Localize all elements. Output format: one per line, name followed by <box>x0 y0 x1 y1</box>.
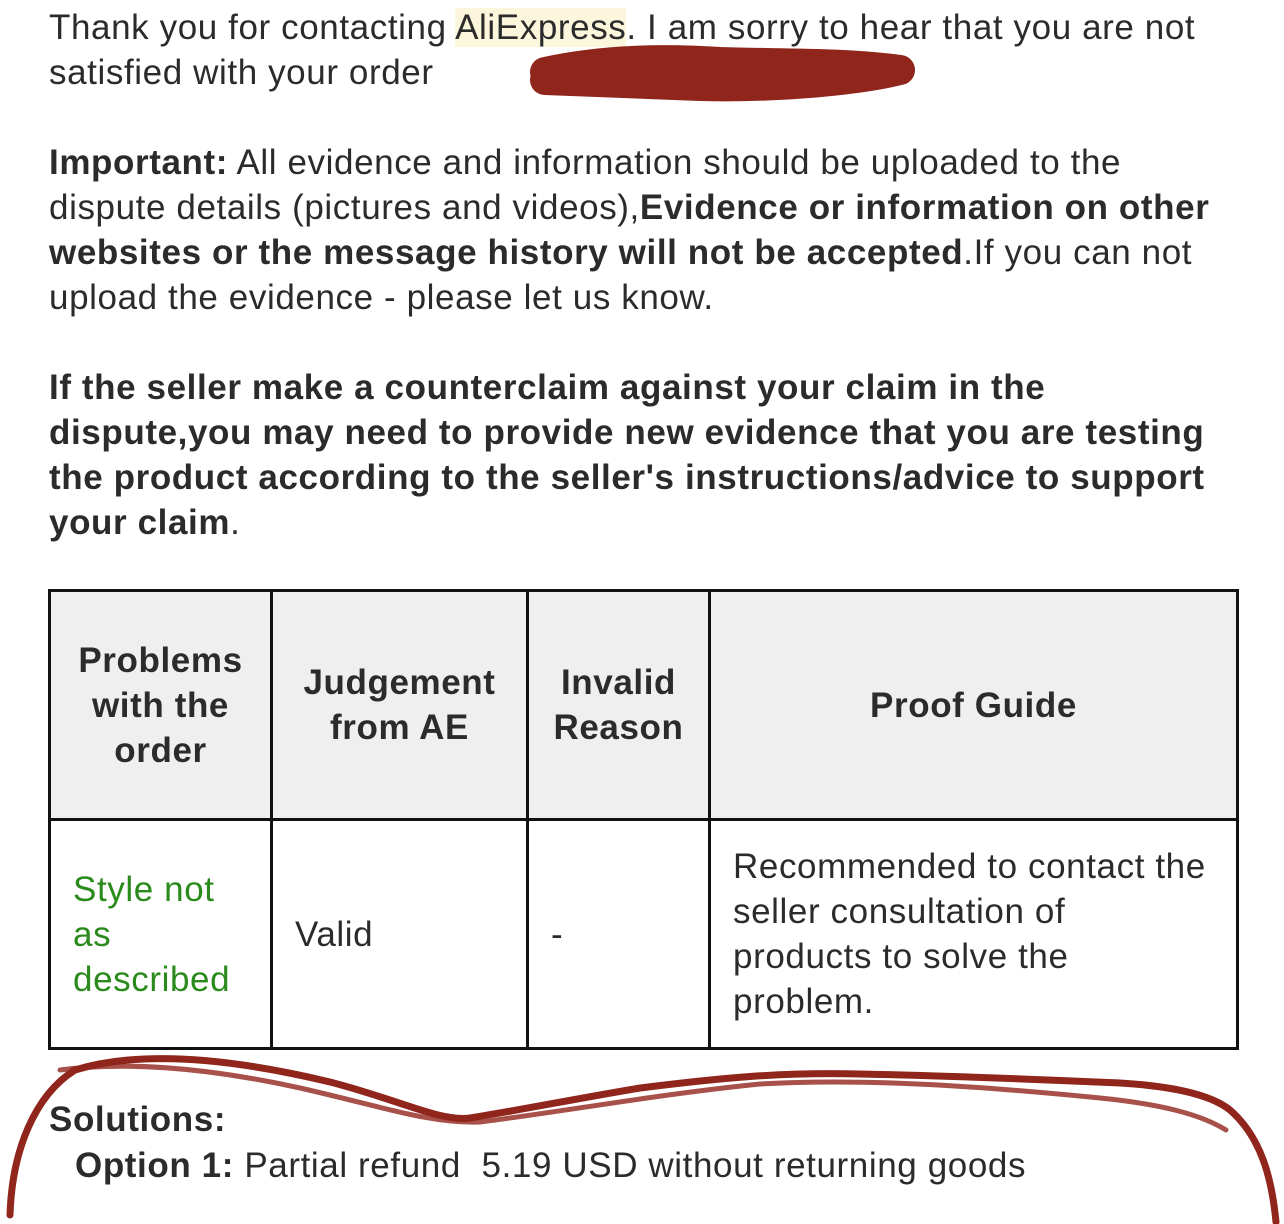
brand-highlight[interactable]: AliExpress <box>455 8 627 47</box>
cell-judgement: Valid <box>272 820 528 1049</box>
cell-proof-guide: Recommended to contact the seller consultation of products to solve the problem. <box>710 820 1238 1049</box>
greeting-text-end: . I am sorry to hear that you are not satisfied with your order <box>49 8 1196 92</box>
greeting-paragraph <box>49 5 1239 95</box>
counterclaim-period: . <box>230 503 241 542</box>
option-text: Partial refund 5.19 USD without returning goods <box>234 1146 1027 1185</box>
header-judgement: Judgement from AE <box>272 591 528 820</box>
important-label: Important: <box>49 143 229 182</box>
counterclaim-text: If the seller make a counterclaim against your claim in the dispute,you may need to provide new evidence that you are testing the product according to the seller's instructions/advice to support your claim <box>49 368 1205 542</box>
important-text-end: .If you can not upload the evidence - please let us know. <box>49 233 1193 317</box>
important-text: All evidence and information should be uploaded to the dispute details (pictures and videos), <box>49 143 1122 227</box>
option-1-line <box>75 1143 1026 1188</box>
proof-guide-table <box>48 589 1239 1050</box>
greeting-text: Thank you for contacting <box>49 8 456 47</box>
cell-invalid-reason: - <box>528 820 710 1049</box>
header-invalid-reason: Invalid Reason <box>528 591 710 820</box>
solutions-title-text: Solutions: <box>49 1100 227 1139</box>
counterclaim-paragraph <box>49 365 1239 545</box>
table-header-row <box>50 591 1238 820</box>
option-label: Option 1: <box>75 1146 234 1185</box>
cell-problem: Style not as described <box>50 820 272 1049</box>
important-bold-text: Evidence or information on other websites or the message history will not be accepted <box>49 188 1210 272</box>
solutions-title <box>49 1097 226 1142</box>
header-problems: Problems with the order <box>50 591 272 820</box>
header-proof-guide: Proof Guide <box>710 591 1238 820</box>
circle-scribble-inner <box>60 1066 1226 1130</box>
table-row <box>50 820 1238 1049</box>
important-paragraph <box>49 140 1239 320</box>
